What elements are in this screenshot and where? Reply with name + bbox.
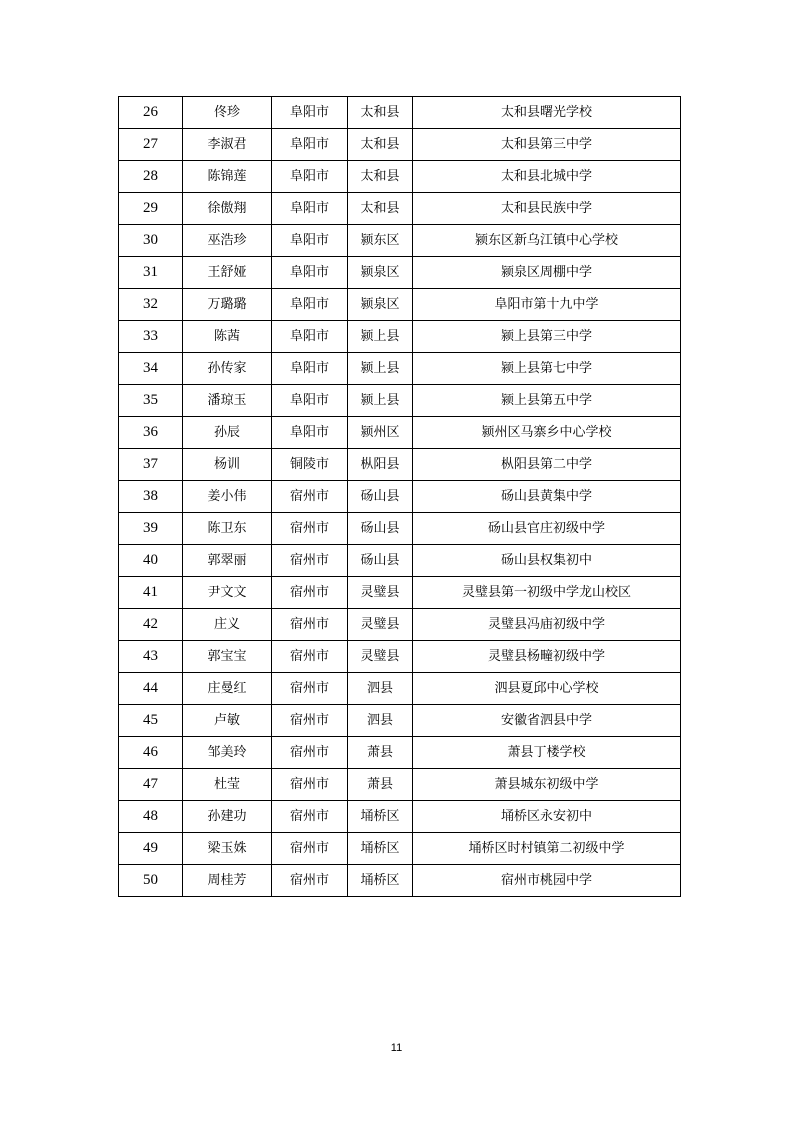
- teacher-name-cell: 卢敏: [183, 705, 272, 737]
- city-cell: 阜阳市: [272, 129, 348, 161]
- school-cell: 灵璧县冯庙初级中学: [413, 609, 681, 641]
- table-row: [119, 449, 681, 481]
- school-cell: 灵璧县杨疃初级中学: [413, 641, 681, 673]
- table-row: [119, 769, 681, 801]
- table-row: [119, 577, 681, 609]
- school-cell: 埇桥区永安初中: [413, 801, 681, 833]
- row-number-cell: 26: [119, 97, 183, 129]
- city-cell: 阜阳市: [272, 193, 348, 225]
- school-cell: 埇桥区时村镇第二初级中学: [413, 833, 681, 865]
- teacher-name-cell: 周桂芳: [183, 865, 272, 897]
- roster-table: [118, 96, 681, 897]
- district-cell: 太和县: [348, 193, 413, 225]
- teacher-name-cell: 万璐璐: [183, 289, 272, 321]
- city-cell: 阜阳市: [272, 385, 348, 417]
- district-cell: 颍东区: [348, 225, 413, 257]
- city-cell: 阜阳市: [272, 353, 348, 385]
- school-cell: 砀山县官庄初级中学: [413, 513, 681, 545]
- district-cell: 萧县: [348, 737, 413, 769]
- school-cell: 砀山县权集初中: [413, 545, 681, 577]
- table-row: [119, 97, 681, 129]
- row-number-cell: 29: [119, 193, 183, 225]
- district-cell: 颍上县: [348, 385, 413, 417]
- table-row: [119, 673, 681, 705]
- row-number-cell: 38: [119, 481, 183, 513]
- row-number-cell: 31: [119, 257, 183, 289]
- teacher-name-cell: 孙辰: [183, 417, 272, 449]
- row-number-cell: 32: [119, 289, 183, 321]
- teacher-name-cell: 邹美玲: [183, 737, 272, 769]
- school-cell: 颍上县第七中学: [413, 353, 681, 385]
- table-row: [119, 737, 681, 769]
- teacher-name-cell: 孙传家: [183, 353, 272, 385]
- city-cell: 宿州市: [272, 577, 348, 609]
- teacher-name-cell: 孙建功: [183, 801, 272, 833]
- city-cell: 阜阳市: [272, 417, 348, 449]
- teacher-name-cell: 梁玉姝: [183, 833, 272, 865]
- row-number-cell: 35: [119, 385, 183, 417]
- school-cell: 萧县城东初级中学: [413, 769, 681, 801]
- row-number-cell: 42: [119, 609, 183, 641]
- teacher-name-cell: 陈茜: [183, 321, 272, 353]
- district-cell: 枞阳县: [348, 449, 413, 481]
- teacher-name-cell: 李淑君: [183, 129, 272, 161]
- district-cell: 埇桥区: [348, 833, 413, 865]
- table-row: [119, 257, 681, 289]
- city-cell: 宿州市: [272, 609, 348, 641]
- city-cell: 阜阳市: [272, 161, 348, 193]
- school-cell: 颍上县第五中学: [413, 385, 681, 417]
- table-row: [119, 705, 681, 737]
- district-cell: 灵璧县: [348, 641, 413, 673]
- school-cell: 颍州区马寨乡中心学校: [413, 417, 681, 449]
- teacher-name-cell: 王舒娅: [183, 257, 272, 289]
- school-cell: 枞阳县第二中学: [413, 449, 681, 481]
- city-cell: 宿州市: [272, 513, 348, 545]
- table-row: [119, 833, 681, 865]
- district-cell: 太和县: [348, 161, 413, 193]
- city-cell: 铜陵市: [272, 449, 348, 481]
- row-number-cell: 49: [119, 833, 183, 865]
- district-cell: 颍泉区: [348, 289, 413, 321]
- teacher-name-cell: 杨训: [183, 449, 272, 481]
- row-number-cell: 44: [119, 673, 183, 705]
- district-cell: 颍泉区: [348, 257, 413, 289]
- teacher-name-cell: 徐傲翔: [183, 193, 272, 225]
- district-cell: 砀山县: [348, 513, 413, 545]
- school-cell: 萧县丁楼学校: [413, 737, 681, 769]
- table-row: [119, 865, 681, 897]
- district-cell: 砀山县: [348, 545, 413, 577]
- row-number-cell: 46: [119, 737, 183, 769]
- city-cell: 宿州市: [272, 737, 348, 769]
- table-row: [119, 321, 681, 353]
- table-row: [119, 129, 681, 161]
- row-number-cell: 45: [119, 705, 183, 737]
- district-cell: 灵璧县: [348, 609, 413, 641]
- table-row: [119, 161, 681, 193]
- city-cell: 阜阳市: [272, 257, 348, 289]
- row-number-cell: 48: [119, 801, 183, 833]
- table-row: [119, 193, 681, 225]
- school-cell: 太和县民族中学: [413, 193, 681, 225]
- table-row: [119, 801, 681, 833]
- school-cell: 泗县夏邱中心学校: [413, 673, 681, 705]
- school-cell: 颍东区新乌江镇中心学校: [413, 225, 681, 257]
- teacher-name-cell: 佟珍: [183, 97, 272, 129]
- district-cell: 砀山县: [348, 481, 413, 513]
- teacher-name-cell: 姜小伟: [183, 481, 272, 513]
- district-cell: 颍上县: [348, 321, 413, 353]
- city-cell: 阜阳市: [272, 289, 348, 321]
- table-row: [119, 417, 681, 449]
- city-cell: 阜阳市: [272, 225, 348, 257]
- city-cell: 宿州市: [272, 481, 348, 513]
- school-cell: 颍泉区周棚中学: [413, 257, 681, 289]
- district-cell: 泗县: [348, 705, 413, 737]
- row-number-cell: 36: [119, 417, 183, 449]
- district-cell: 灵璧县: [348, 577, 413, 609]
- city-cell: 宿州市: [272, 865, 348, 897]
- table-row: [119, 545, 681, 577]
- row-number-cell: 30: [119, 225, 183, 257]
- city-cell: 阜阳市: [272, 97, 348, 129]
- city-cell: 宿州市: [272, 673, 348, 705]
- teacher-name-cell: 潘琼玉: [183, 385, 272, 417]
- row-number-cell: 39: [119, 513, 183, 545]
- row-number-cell: 41: [119, 577, 183, 609]
- row-number-cell: 40: [119, 545, 183, 577]
- table-row: [119, 353, 681, 385]
- school-cell: 安徽省泗县中学: [413, 705, 681, 737]
- school-cell: 砀山县黄集中学: [413, 481, 681, 513]
- roster-body: [119, 97, 681, 897]
- district-cell: 萧县: [348, 769, 413, 801]
- row-number-cell: 43: [119, 641, 183, 673]
- city-cell: 宿州市: [272, 769, 348, 801]
- table-row: [119, 385, 681, 417]
- teacher-name-cell: 陈锦莲: [183, 161, 272, 193]
- teacher-name-cell: 郭宝宝: [183, 641, 272, 673]
- page-number: 11: [390, 1042, 403, 1054]
- district-cell: 颍上县: [348, 353, 413, 385]
- city-cell: 宿州市: [272, 545, 348, 577]
- row-number-cell: 50: [119, 865, 183, 897]
- table-row: [119, 609, 681, 641]
- row-number-cell: 47: [119, 769, 183, 801]
- city-cell: 宿州市: [272, 833, 348, 865]
- district-cell: 太和县: [348, 129, 413, 161]
- table-row: [119, 481, 681, 513]
- teacher-name-cell: 杜莹: [183, 769, 272, 801]
- table-row: [119, 289, 681, 321]
- school-cell: 宿州市桃园中学: [413, 865, 681, 897]
- school-cell: 太和县第三中学: [413, 129, 681, 161]
- teacher-name-cell: 庄曼红: [183, 673, 272, 705]
- table-row: [119, 513, 681, 545]
- school-cell: 灵璧县第一初级中学龙山校区: [413, 577, 681, 609]
- district-cell: 太和县: [348, 97, 413, 129]
- school-cell: 阜阳市第十九中学: [413, 289, 681, 321]
- school-cell: 太和县北城中学: [413, 161, 681, 193]
- row-number-cell: 28: [119, 161, 183, 193]
- teacher-name-cell: 巫浩珍: [183, 225, 272, 257]
- teacher-name-cell: 庄义: [183, 609, 272, 641]
- school-cell: 太和县曙光学校: [413, 97, 681, 129]
- city-cell: 宿州市: [272, 641, 348, 673]
- district-cell: 颍州区: [348, 417, 413, 449]
- district-cell: 埇桥区: [348, 865, 413, 897]
- row-number-cell: 27: [119, 129, 183, 161]
- row-number-cell: 34: [119, 353, 183, 385]
- teacher-name-cell: 陈卫东: [183, 513, 272, 545]
- row-number-cell: 37: [119, 449, 183, 481]
- row-number-cell: 33: [119, 321, 183, 353]
- teacher-name-cell: 尹文文: [183, 577, 272, 609]
- table-row: [119, 641, 681, 673]
- district-cell: 泗县: [348, 673, 413, 705]
- school-cell: 颍上县第三中学: [413, 321, 681, 353]
- teacher-name-cell: 郭翠丽: [183, 545, 272, 577]
- district-cell: 埇桥区: [348, 801, 413, 833]
- city-cell: 宿州市: [272, 801, 348, 833]
- city-cell: 宿州市: [272, 705, 348, 737]
- city-cell: 阜阳市: [272, 321, 348, 353]
- table-row: [119, 225, 681, 257]
